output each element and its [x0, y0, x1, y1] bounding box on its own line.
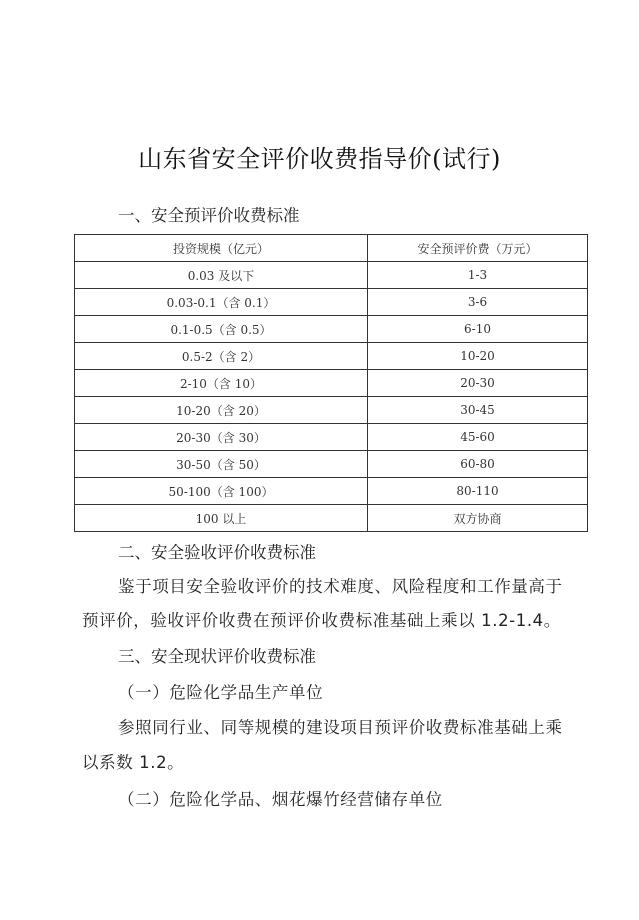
- table-row: [75, 370, 588, 397]
- page-title: 山东省安全评价收费指导价(试行): [138, 145, 501, 173]
- table-row: [75, 262, 588, 289]
- cell-scale: 0.5-2（含 2）: [75, 343, 368, 370]
- cell-fee: 6-10: [368, 316, 588, 343]
- cell-fee: 10-20: [368, 343, 588, 370]
- cell-fee: 30-45: [368, 397, 588, 424]
- section1-heading: 一、安全预评价收费标准: [118, 206, 300, 225]
- section3-sub1-line2: 以系数 1.2。: [82, 753, 185, 772]
- cell-scale: 0.1-0.5（含 0.5）: [75, 316, 368, 343]
- header-pre-evaluation-fee: 安全预评价费（万元）: [368, 235, 588, 262]
- cell-fee: 60-80: [368, 451, 588, 478]
- cell-fee: 80-110: [368, 478, 588, 505]
- section3-subheading-1: （一）危险化学品生产单位: [118, 683, 324, 702]
- section3-sub1-line1: 参照同行业、同等规模的建设项目预评价收费标准基础上乘: [118, 718, 563, 737]
- cell-scale: 50-100（含 100）: [75, 478, 368, 505]
- section2-paragraph-line1: 鉴于项目安全验收评价的技术难度、风险程度和工作量高于: [118, 577, 563, 596]
- table-row: [75, 424, 588, 451]
- cell-fee: 1-3: [368, 262, 588, 289]
- header-investment-scale: 投资规模（亿元）: [75, 235, 368, 262]
- cell-scale: 0.03 及以下: [75, 262, 368, 289]
- section2-paragraph-line2: 预评价，验收评价收费在预评价收费标准基础上乘以 1.2-1.4。: [82, 611, 561, 630]
- cell-scale: 2-10（含 10）: [75, 370, 368, 397]
- cell-scale: 30-50（含 50）: [75, 451, 368, 478]
- fee-table: [74, 234, 588, 532]
- table-header-row: [75, 235, 588, 262]
- cell-scale: 20-30（含 30）: [75, 424, 368, 451]
- table-row: [75, 316, 588, 343]
- cell-fee: 20-30: [368, 370, 588, 397]
- table-row: [75, 343, 588, 370]
- table-row: [75, 505, 588, 532]
- cell-fee: 双方协商: [368, 505, 588, 532]
- table-row: [75, 289, 588, 316]
- cell-fee: 3-6: [368, 289, 588, 316]
- table-row: [75, 478, 588, 505]
- cell-scale: 0.03-0.1（含 0.1）: [75, 289, 368, 316]
- section3-heading: 三、安全现状评价收费标准: [118, 647, 316, 666]
- table-row: [75, 397, 588, 424]
- table-row: [75, 451, 588, 478]
- cell-scale: 100 以上: [75, 505, 368, 532]
- cell-scale: 10-20（含 20）: [75, 397, 368, 424]
- section3-subheading-2: （二）危险化学品、烟花爆竹经营储存单位: [118, 790, 443, 809]
- section2-heading: 二、安全验收评价收费标准: [118, 543, 316, 562]
- cell-fee: 45-60: [368, 424, 588, 451]
